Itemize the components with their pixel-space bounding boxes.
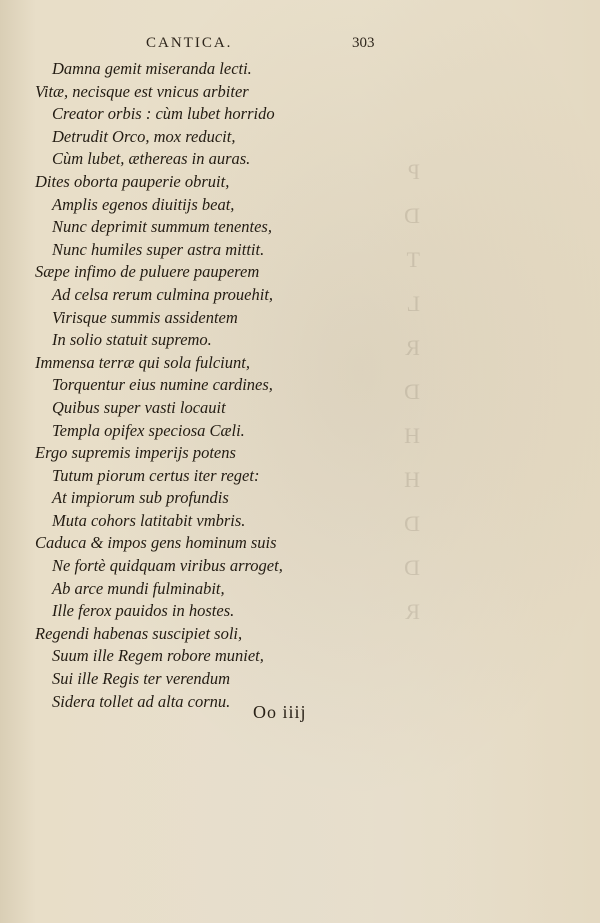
verse-line: Vitæ, necisque est vnicus arbiter xyxy=(35,81,249,101)
verse-line: Tutum piorum certus iter reget: xyxy=(52,465,260,485)
verse-line: Templa opifex speciosa Cæli. xyxy=(52,420,245,440)
verse-text xyxy=(0,58,600,713)
verse-line: Cùm lubet, æthereas in auras. xyxy=(52,149,251,169)
page-number: 303 xyxy=(352,35,375,51)
verse-line: Amplis egenos diuitijs beat, xyxy=(52,194,235,214)
verse-line: Detrudit Orco, mox reducit, xyxy=(52,126,236,146)
verse-line: Regendi habenas suscipiet soli, xyxy=(35,623,243,643)
verse-line: Sæpe infimo de puluere pauperem xyxy=(35,262,260,282)
verse-line: Quibus super vasti locauit xyxy=(52,397,226,417)
signature-mark: Oo iiij xyxy=(253,702,307,722)
verse-line: In solio statuit supremo. xyxy=(52,330,212,350)
verse-line: Creator orbis : cùm lubet horrido xyxy=(52,104,275,124)
running-head: CANTICA. xyxy=(146,35,233,51)
verse-line: At impiorum sub profundis xyxy=(52,488,229,508)
verse-line: Virisque summis assidentem xyxy=(52,307,238,327)
verse-line: Damna gemit miseranda lecti. xyxy=(52,59,252,78)
verse-line: Torquentur eius numine cardines, xyxy=(52,375,273,395)
verse-line: Ab arce mundi fulminabit, xyxy=(52,578,225,598)
verse-line: Ille ferox pauidos in hostes. xyxy=(52,601,235,621)
verse-line: Ne fortè quidquam viribus arroget, xyxy=(52,556,283,576)
verse-line: Nunc humiles super astra mittit. xyxy=(52,239,265,259)
verse-line: Dites oborta pauperie obruit, xyxy=(35,171,230,191)
verse-line: Sui ille Regis ter verendum xyxy=(52,669,231,689)
verse-line: Sidera tollet ad alta cornu. xyxy=(52,691,231,711)
verse-line: Muta cohors latitabit vmbris. xyxy=(52,510,246,530)
verse-line: Suum ille Regem robore muniet, xyxy=(52,646,264,666)
verse-line: Ad celsa rerum culmina prouehit, xyxy=(52,284,274,304)
verse-line: Nunc deprimit summum tenentes, xyxy=(52,217,272,237)
verse-line: Immensa terræ qui sola fulciunt, xyxy=(35,352,250,372)
page-header xyxy=(0,35,600,59)
verse-line: Ergo supremis imperijs potens xyxy=(35,443,236,463)
verse-line: Caduca & impos gens hominum suis xyxy=(35,533,277,553)
bleed-through-text: P D T L R D H H D D R xyxy=(404,159,420,624)
